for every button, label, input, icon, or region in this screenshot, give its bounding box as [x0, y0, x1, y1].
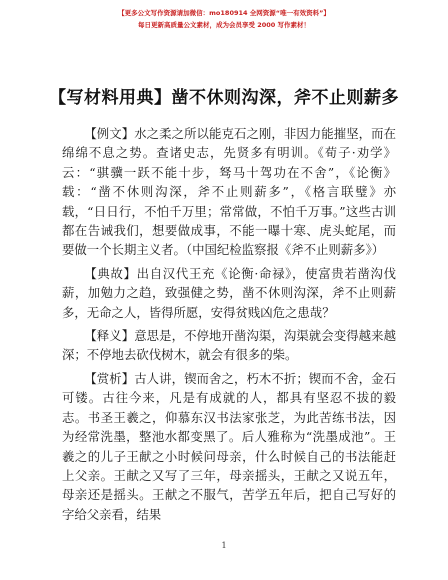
page-number: 1 — [221, 541, 227, 550]
paragraph-allusion — [62, 264, 396, 322]
paragraph-text: 水之柔之所以能克石之刚，非因力能摧坚，而在绵绵不息之势。查诸史志，先贤多有明训。《荀子·劝学》云：“骐骥一跃不能十步，驽马十驾功在不舍”，《论衡》载：“凿不休则沟深，斧不止则薪多”，《格言联璧》亦载，“日日行，不怕千万里；常常做，不怕千万事。”这些古训都在告诫我们，想要做成事，不能一曝十寒、虎头蛇尾，而要做一个长期主义者。（中国纪检监察报《斧不止则薪多》） — [62, 126, 397, 258]
header-promo-line-1: 【更多公文写作资源请加微信：mo180914 全网资源“唯一有效资料”】 — [118, 9, 330, 17]
paragraph-tag: 【释义】 — [84, 328, 135, 344]
paragraph-text: 古人讲，锲而舍之，朽木不折；锲而不舍，金石可镂。古往今来，凡是有成就的人，都具有坚忍不拔的毅志。书圣王羲之，仰慕东汉书法家张芝，为此苦练书法，因为经常洗墨，整池水都变黑了。后人雅称为“洗墨成池”。王羲之的儿子王献之小时候问母亲，什么时候自己的书法能赶上父亲。王献之又写了三年，母亲摇头，王献之又说五年，母亲还是摇头。王献之不服气，苦学五年后，把自己写好的字给父亲看，结果 — [62, 370, 397, 522]
paragraph-text: 意思是，不停地开凿沟渠，沟渠就会变得越来越深；不停地去砍伐树木，就会有很多的柴。 — [62, 328, 397, 363]
paragraph-tag: 【赏析】 — [84, 370, 135, 386]
paragraph-tag: 【例文】 — [84, 126, 135, 141]
page-header — [0, 8, 448, 30]
paragraph-meaning — [62, 326, 396, 365]
paragraph-example — [62, 124, 396, 260]
header-promo-line-2: 每日更新高质量公文素材，成为会员享受 2000 写作素材！ — [137, 21, 311, 29]
paragraph-appreciation — [62, 369, 396, 524]
paragraph-text: 出自汉代王充《论衡·命禄》，使富贵若凿沟伐薪，加勉力之趋，致强健之势，凿不休则沟深，斧不止则薪多，无命之人，皆得所愿，安得贫贱凶危之患哉？ — [62, 265, 396, 320]
paragraph-tag: 【典故】 — [84, 265, 137, 281]
document-body — [62, 124, 396, 524]
document-title: 【写材料用典】凿不休则沟深，斧不止则薪多 — [49, 88, 399, 108]
